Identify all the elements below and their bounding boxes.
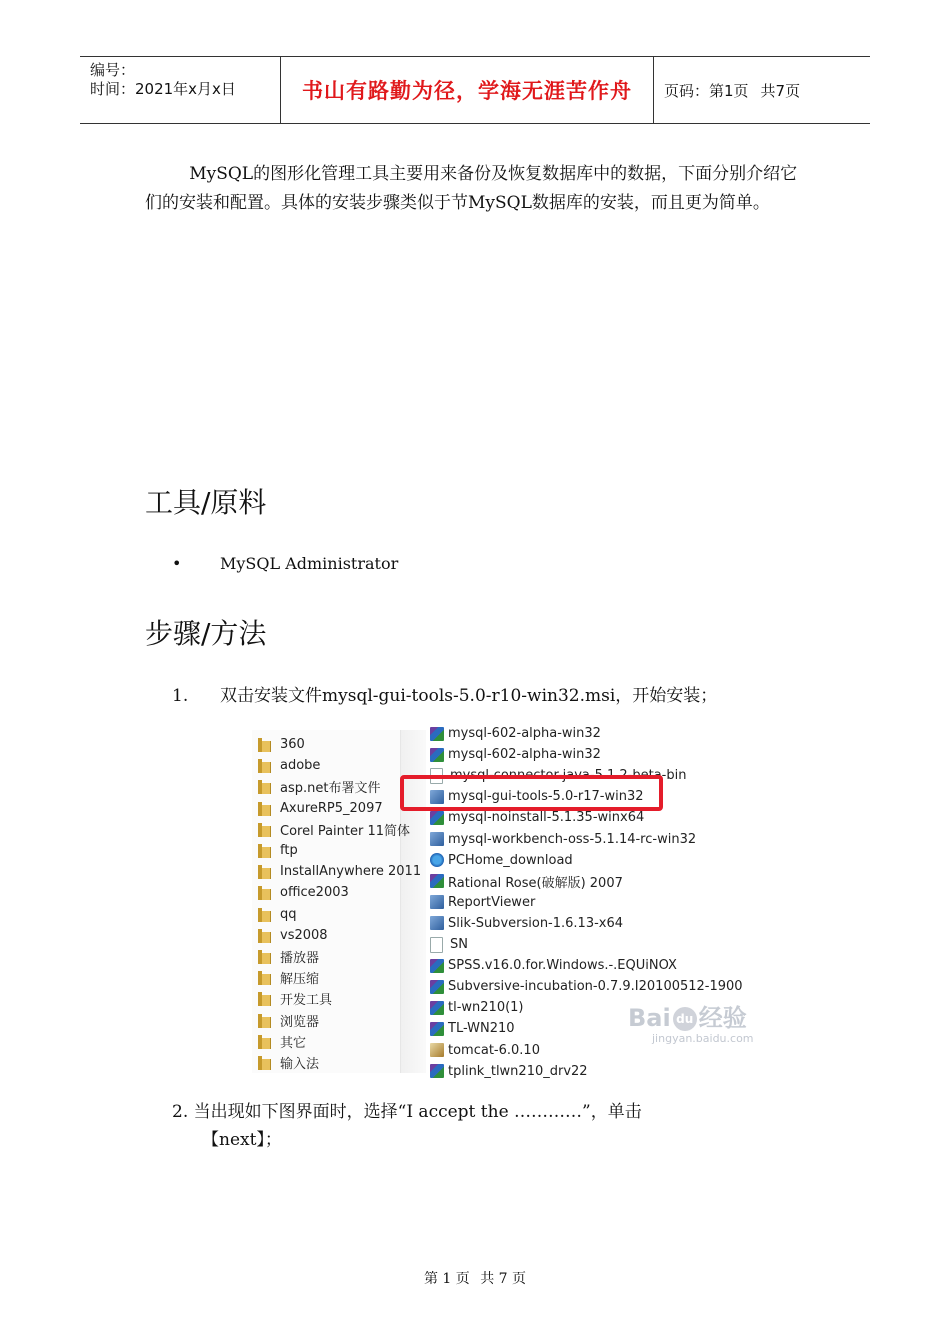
folder-icon: [258, 885, 270, 900]
header-page-label: 页码：第1页: [664, 81, 749, 100]
file-label: TL-WN210: [448, 1021, 515, 1037]
msi-icon: [430, 895, 444, 909]
footer-total: 共 7 页: [480, 1271, 527, 1287]
baidu-watermark: [628, 998, 747, 1033]
file-label: tomcat-6.0.10: [448, 1042, 540, 1058]
folder-label: 开发工具: [280, 993, 333, 1009]
file-label: PCHome_download: [448, 852, 573, 868]
file-label: mysql-connector-java-5.1.2-beta-bin: [450, 768, 687, 784]
folder-item[interactable]: [258, 925, 400, 946]
step-1-text: 双击安装文件mysql-gui-tools-5.0-r10-win32.msi，开始安装；: [220, 686, 718, 706]
file-label: mysql-gui-tools-5.0-r17-win32: [448, 789, 644, 805]
ie-icon: [430, 853, 444, 867]
folder-item[interactable]: [258, 755, 400, 776]
header-page-cell: [654, 57, 870, 123]
folder-icon: [258, 949, 270, 964]
paw-icon: du: [673, 1007, 697, 1031]
folder-icon: [258, 1013, 270, 1028]
java-icon: [430, 1043, 444, 1057]
header-motto: 书山有路勤为径，学海无涯苦作舟: [302, 79, 632, 103]
folder-label: vs2008: [280, 927, 328, 943]
document-icon: [430, 937, 443, 953]
folder-label: 360: [280, 737, 305, 752]
folder-icon: [258, 822, 270, 837]
folder-item[interactable]: [258, 1031, 400, 1052]
step-1: [172, 682, 717, 710]
step-2-line-2: 【next】；: [202, 1130, 282, 1150]
folder-item[interactable]: [258, 1010, 400, 1031]
file-item[interactable]: [430, 744, 601, 765]
footer-page: 第 1 页: [423, 1271, 470, 1287]
folder-icon: [258, 801, 270, 816]
folder-icon: [258, 864, 270, 879]
header-total-label: 共7页: [760, 81, 801, 100]
folder-icon: [258, 991, 270, 1006]
rar-icon: [430, 1022, 444, 1036]
folder-label: adobe: [280, 758, 321, 774]
file-label: SPSS.v16.0.for.Windows.-.EQUiNOX: [448, 958, 677, 974]
folder-label: 浏览器: [280, 1014, 320, 1030]
file-label: ReportViewer: [448, 894, 536, 910]
rar-icon: [430, 959, 444, 973]
tools-item-label: MySQL Administrator: [220, 554, 399, 573]
file-label: tl-wn210(1): [448, 1000, 524, 1016]
folder-item[interactable]: [258, 734, 400, 755]
folder-label: office2003: [280, 885, 349, 901]
file-label: Subversive-incubation-0.7.9.I20100512-1900: [448, 979, 743, 995]
file-label: mysql-602-alpha-win32: [448, 726, 601, 741]
folder-label: asp.net布署文件: [280, 781, 381, 797]
watermark-suffix: 经验: [698, 1004, 747, 1032]
folder-item[interactable]: [258, 904, 400, 925]
rar-icon: [430, 811, 444, 825]
rar-icon: [430, 1064, 444, 1078]
watermark-brand: Bai: [628, 1004, 671, 1032]
file-item[interactable]: [430, 723, 601, 744]
page-header: [80, 56, 870, 124]
header-time-label: 时间：2021年x月x日: [90, 80, 236, 98]
folder-icon: [258, 737, 270, 752]
header-meta: [80, 57, 280, 123]
folder-icon: [258, 1055, 270, 1070]
file-label: Slik-Subversion-1.6.13-x64: [448, 915, 624, 931]
tools-list-item: [172, 554, 398, 573]
folder-label: qq: [280, 906, 297, 922]
file-label: Rational Rose(破解版) 2007: [448, 875, 623, 891]
file-item[interactable]: [430, 871, 623, 892]
rar-icon: [430, 1001, 444, 1015]
folder-label: 其它: [280, 1035, 307, 1051]
msi-icon: [430, 832, 444, 846]
folder-item[interactable]: [258, 861, 422, 882]
msi-icon: [430, 916, 444, 930]
folder-item[interactable]: [258, 988, 400, 1009]
folder-item[interactable]: [258, 946, 400, 967]
watermark-url: jingyan.baidu.com: [652, 1032, 754, 1045]
header-number-label: 编号：: [90, 61, 136, 79]
file-item[interactable]: [430, 1061, 588, 1082]
intro-paragraph: MySQL的图形化管理工具主要用来备份及恢复数据库中的数据，下面分别介绍它们的安装和配置。具体的安装步骤类似于节MySQL数据库的安装，而且更为简单。: [145, 164, 798, 213]
folder-label: 解压缩: [280, 972, 320, 988]
page-footer: [0, 1268, 950, 1288]
file-label: tplink_tlwn210_drv22: [448, 1063, 588, 1079]
folder-label: InstallAnywhere 2011: [280, 864, 422, 880]
step-2: [172, 1098, 772, 1154]
folder-icon: [258, 970, 270, 985]
folder-label: 输入法: [280, 1057, 320, 1072]
rar-icon: [430, 748, 444, 762]
folder-item[interactable]: [258, 967, 400, 988]
folder-item[interactable]: [258, 776, 400, 797]
highlight-box: [400, 775, 663, 811]
file-label: mysql-noinstall-5.1.35-winx64: [448, 810, 645, 826]
folder-icon: [258, 758, 270, 773]
file-item[interactable]: [430, 1040, 540, 1061]
file-label: mysql-602-alpha-win32: [448, 747, 601, 763]
folder-icon: [258, 779, 270, 794]
step-1-number: 1.: [172, 686, 189, 706]
folder-label: AxureRP5_2097: [280, 800, 383, 816]
header-motto-cell: [280, 57, 654, 123]
folder-item[interactable]: [258, 1052, 400, 1073]
folder-label: ftp: [280, 843, 298, 858]
file-item[interactable]: [430, 934, 468, 955]
file-item[interactable]: [430, 997, 524, 1018]
explorer-screenshot: [252, 726, 803, 1079]
file-item[interactable]: [430, 913, 623, 934]
rar-icon: [430, 980, 444, 994]
file-item[interactable]: [430, 829, 696, 850]
folder-icon: [258, 843, 270, 858]
folder-icon: [258, 1034, 270, 1049]
folder-item[interactable]: [258, 840, 400, 861]
file-item[interactable]: [430, 850, 573, 871]
rar-icon: [430, 874, 444, 888]
folder-label: 播放器: [280, 951, 320, 966]
folder-label: Corel Painter 11简体: [280, 823, 411, 839]
tools-heading: 工具/原料: [145, 486, 267, 519]
folder-icon: [258, 928, 270, 943]
folder-icon: [258, 907, 270, 922]
steps-heading: 步骤/方法: [145, 617, 267, 650]
step-2-line-1: 2. 当出现如下图界面时，选择“I accept the …………”，单击: [172, 1102, 642, 1122]
file-item[interactable]: [430, 1018, 515, 1039]
file-label: SN: [450, 937, 468, 952]
file-label: mysql-workbench-oss-5.1.14-rc-win32: [448, 831, 697, 847]
file-item[interactable]: [430, 892, 535, 913]
rar-icon: [430, 727, 444, 741]
folder-item[interactable]: [258, 882, 400, 903]
file-item[interactable]: [430, 976, 743, 997]
bullet-marker: •: [172, 554, 182, 573]
file-item[interactable]: [430, 955, 677, 976]
folder-item[interactable]: [258, 819, 411, 840]
folder-item[interactable]: [258, 798, 400, 819]
